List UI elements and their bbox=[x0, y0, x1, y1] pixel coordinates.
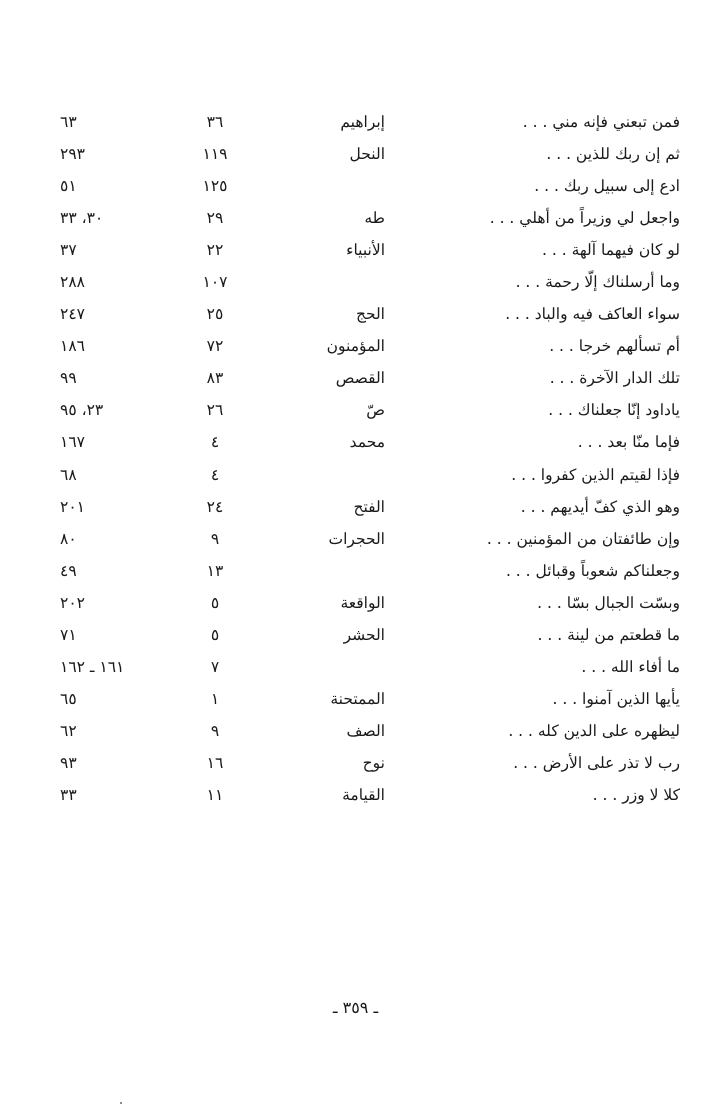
verse-text: ما أفاء الله . . . bbox=[581, 657, 680, 676]
page-references-text: ٣٠، ٣٣ bbox=[60, 209, 104, 228]
page-references bbox=[60, 587, 142, 619]
ayah-number: ١١ bbox=[206, 785, 224, 804]
page-references-text: ٦٨ bbox=[60, 465, 77, 484]
page-references-text: ٨٠ bbox=[60, 529, 77, 548]
page-references-text: ١٨٦ bbox=[60, 337, 85, 356]
page-references-text: ٢٩٣ bbox=[60, 145, 85, 164]
ayah-number: ١ bbox=[210, 689, 220, 708]
page-references-text: ٤٩ bbox=[60, 561, 77, 580]
verse-text: فإذا لقيتم الذين كفروا . . . bbox=[511, 465, 680, 484]
verse-text: ليظهره على الدين كله . . . bbox=[508, 721, 680, 740]
page-references bbox=[60, 715, 142, 747]
verse-text: ياداود إنّا جعلناك . . . bbox=[548, 401, 680, 420]
index-row bbox=[60, 234, 680, 266]
ayah-number: ٥ bbox=[210, 593, 220, 612]
page-references bbox=[60, 138, 142, 170]
page-references bbox=[60, 170, 142, 202]
page-references-text: ٦٥ bbox=[60, 689, 77, 708]
verse-text: فإما منّا بعد . . . bbox=[577, 433, 680, 452]
verse-text: فمن تبعني فإنه مني . . . bbox=[522, 113, 680, 131]
ayah-number: ٥ bbox=[210, 625, 220, 644]
surah-name: محمد bbox=[349, 433, 385, 452]
verse-text: وهو الذي كفّ أيديهم . . . bbox=[520, 497, 680, 516]
ayah-number: ٤ bbox=[210, 433, 220, 452]
ayah-number: ٩ bbox=[210, 529, 220, 548]
verse-text: وبسّت الجبال بسّا . . . bbox=[537, 593, 680, 612]
surah-name: نوح bbox=[362, 753, 385, 772]
verse-index-table bbox=[60, 106, 680, 811]
page-references-text: ٩٣ bbox=[60, 753, 77, 772]
ayah-number: ٤ bbox=[210, 465, 220, 484]
index-row bbox=[60, 362, 680, 394]
surah-name: الصف bbox=[346, 721, 385, 740]
ayah-number: ١١٩ bbox=[202, 145, 228, 164]
verse-text: تلك الدار الآخرة . . . bbox=[549, 369, 680, 388]
page-references bbox=[60, 491, 142, 523]
verse-text: ما قطعتم من لينة . . . bbox=[537, 625, 680, 644]
page-references-text: ٥١ bbox=[60, 177, 77, 196]
surah-name: صّ bbox=[366, 401, 385, 420]
index-row bbox=[60, 138, 680, 170]
verse-text: لو كان فيهما آلهة . . . bbox=[542, 241, 680, 260]
page-references-text: ٧١ bbox=[60, 625, 77, 644]
page-references-text: ٦٢ bbox=[60, 721, 77, 740]
verse-text: وجعلناكم شعوباً وقبائل . . . bbox=[505, 561, 680, 580]
index-row bbox=[60, 747, 680, 779]
index-row bbox=[60, 779, 680, 811]
surah-name: القيامة bbox=[342, 785, 385, 804]
index-row bbox=[60, 426, 680, 458]
index-row bbox=[60, 394, 680, 426]
index-row bbox=[60, 619, 680, 651]
surah-name: الواقعة bbox=[340, 593, 385, 612]
index-row bbox=[60, 587, 680, 619]
verse-text: كلا لا وزر . . . bbox=[592, 785, 680, 804]
page-references bbox=[60, 683, 142, 715]
page-references bbox=[60, 106, 142, 138]
index-row bbox=[60, 715, 680, 747]
page-references bbox=[60, 202, 142, 234]
index-row bbox=[60, 298, 680, 330]
page-references bbox=[60, 234, 142, 266]
ayah-number: ٨٣ bbox=[206, 369, 224, 388]
index-row bbox=[60, 202, 680, 234]
ayah-number: ٢٦ bbox=[206, 401, 224, 420]
page-references bbox=[60, 747, 142, 779]
surah-name: إبراهيم bbox=[340, 113, 385, 131]
index-row bbox=[60, 555, 680, 587]
surah-name: القصص bbox=[335, 369, 385, 388]
index-row bbox=[60, 330, 680, 362]
ayah-number: ٢٤ bbox=[206, 497, 224, 516]
surah-name: الأنبياء bbox=[346, 241, 385, 260]
ayah-number: ٢٢ bbox=[206, 241, 224, 260]
page-references-text: ٩٩ bbox=[60, 369, 77, 388]
ayah-number: ٩ bbox=[210, 721, 220, 740]
ayah-number: ٢٩ bbox=[206, 209, 224, 228]
index-row bbox=[60, 683, 680, 715]
verse-text: يأيها الذين آمنوا . . . bbox=[552, 689, 680, 708]
page-references bbox=[60, 298, 142, 330]
index-row bbox=[60, 106, 680, 138]
surah-name: الحشر bbox=[343, 625, 385, 644]
verse-text: أم تسألهم خرجا . . . bbox=[549, 337, 680, 356]
ayah-number: ١٠٧ bbox=[202, 273, 228, 292]
index-row bbox=[60, 523, 680, 555]
ayah-number: ١٢٥ bbox=[202, 177, 228, 196]
index-row bbox=[60, 459, 680, 491]
page-references bbox=[60, 651, 142, 683]
index-row bbox=[60, 491, 680, 523]
page-references-text: ٦٣ bbox=[60, 113, 77, 131]
verse-text: سواء العاكف فيه والباد . . . bbox=[505, 305, 680, 324]
page-references-text: ٢٠٢ bbox=[60, 593, 85, 612]
ayah-number: ١٦ bbox=[206, 753, 224, 772]
verse-text: وما أرسلناك إلّا رحمة . . . bbox=[515, 273, 680, 292]
page-references bbox=[60, 394, 142, 426]
index-row bbox=[60, 170, 680, 202]
page-references-text: ١٦١ ـ ١٦٢ bbox=[60, 657, 125, 676]
page-references-text: ٣٧ bbox=[60, 241, 77, 260]
page-references bbox=[60, 523, 142, 555]
surah-name: المؤمنون bbox=[326, 337, 385, 356]
surah-name: طه bbox=[364, 209, 385, 228]
verse-text: وإن طائفتان من المؤمنين . . . bbox=[486, 529, 680, 548]
page-references bbox=[60, 619, 142, 651]
ayah-number: ٣٦ bbox=[206, 113, 224, 131]
ayah-number: ٧ bbox=[210, 657, 220, 676]
verse-text: ادع إلى سبيل ربك . . . bbox=[534, 177, 680, 196]
ayah-number: ٢٥ bbox=[206, 305, 224, 324]
page-references bbox=[60, 779, 142, 811]
surah-name: الممتحنة bbox=[330, 689, 385, 708]
verse-text: رب لا تذر على الأرض . . . bbox=[513, 753, 680, 772]
surah-name: الحج bbox=[355, 305, 385, 324]
page-references bbox=[60, 362, 142, 394]
verse-text: واجعل لي وزيراً من أهلي . . . bbox=[489, 209, 680, 228]
page-references bbox=[60, 266, 142, 298]
surah-name: النحل bbox=[349, 145, 385, 164]
page-references-text: ٢٠١ bbox=[60, 497, 85, 516]
page-references bbox=[60, 459, 142, 491]
page-references bbox=[60, 555, 142, 587]
page-references-text: ٣٣ bbox=[60, 785, 77, 804]
ayah-number: ٧٢ bbox=[206, 337, 224, 356]
surah-name: الحجرات bbox=[328, 529, 385, 548]
ayah-number: ١٣ bbox=[206, 561, 224, 580]
page-references bbox=[60, 426, 142, 458]
scan-speck bbox=[120, 1102, 122, 1104]
page-references-text: ٢٤٧ bbox=[60, 305, 85, 324]
page-references-text: ٢٨٨ bbox=[60, 273, 85, 292]
page-references-text: ١٦٧ bbox=[60, 433, 85, 452]
verse-text: ثم إن ربك للذين . . . bbox=[546, 145, 680, 164]
page-number: ـ ٣٥٩ ـ bbox=[332, 998, 379, 1017]
page-references bbox=[60, 330, 142, 362]
index-row bbox=[60, 266, 680, 298]
page-references-text: ٢٣، ٩٥ bbox=[60, 401, 104, 420]
index-row bbox=[60, 651, 680, 683]
surah-name: الفتح bbox=[353, 497, 385, 516]
